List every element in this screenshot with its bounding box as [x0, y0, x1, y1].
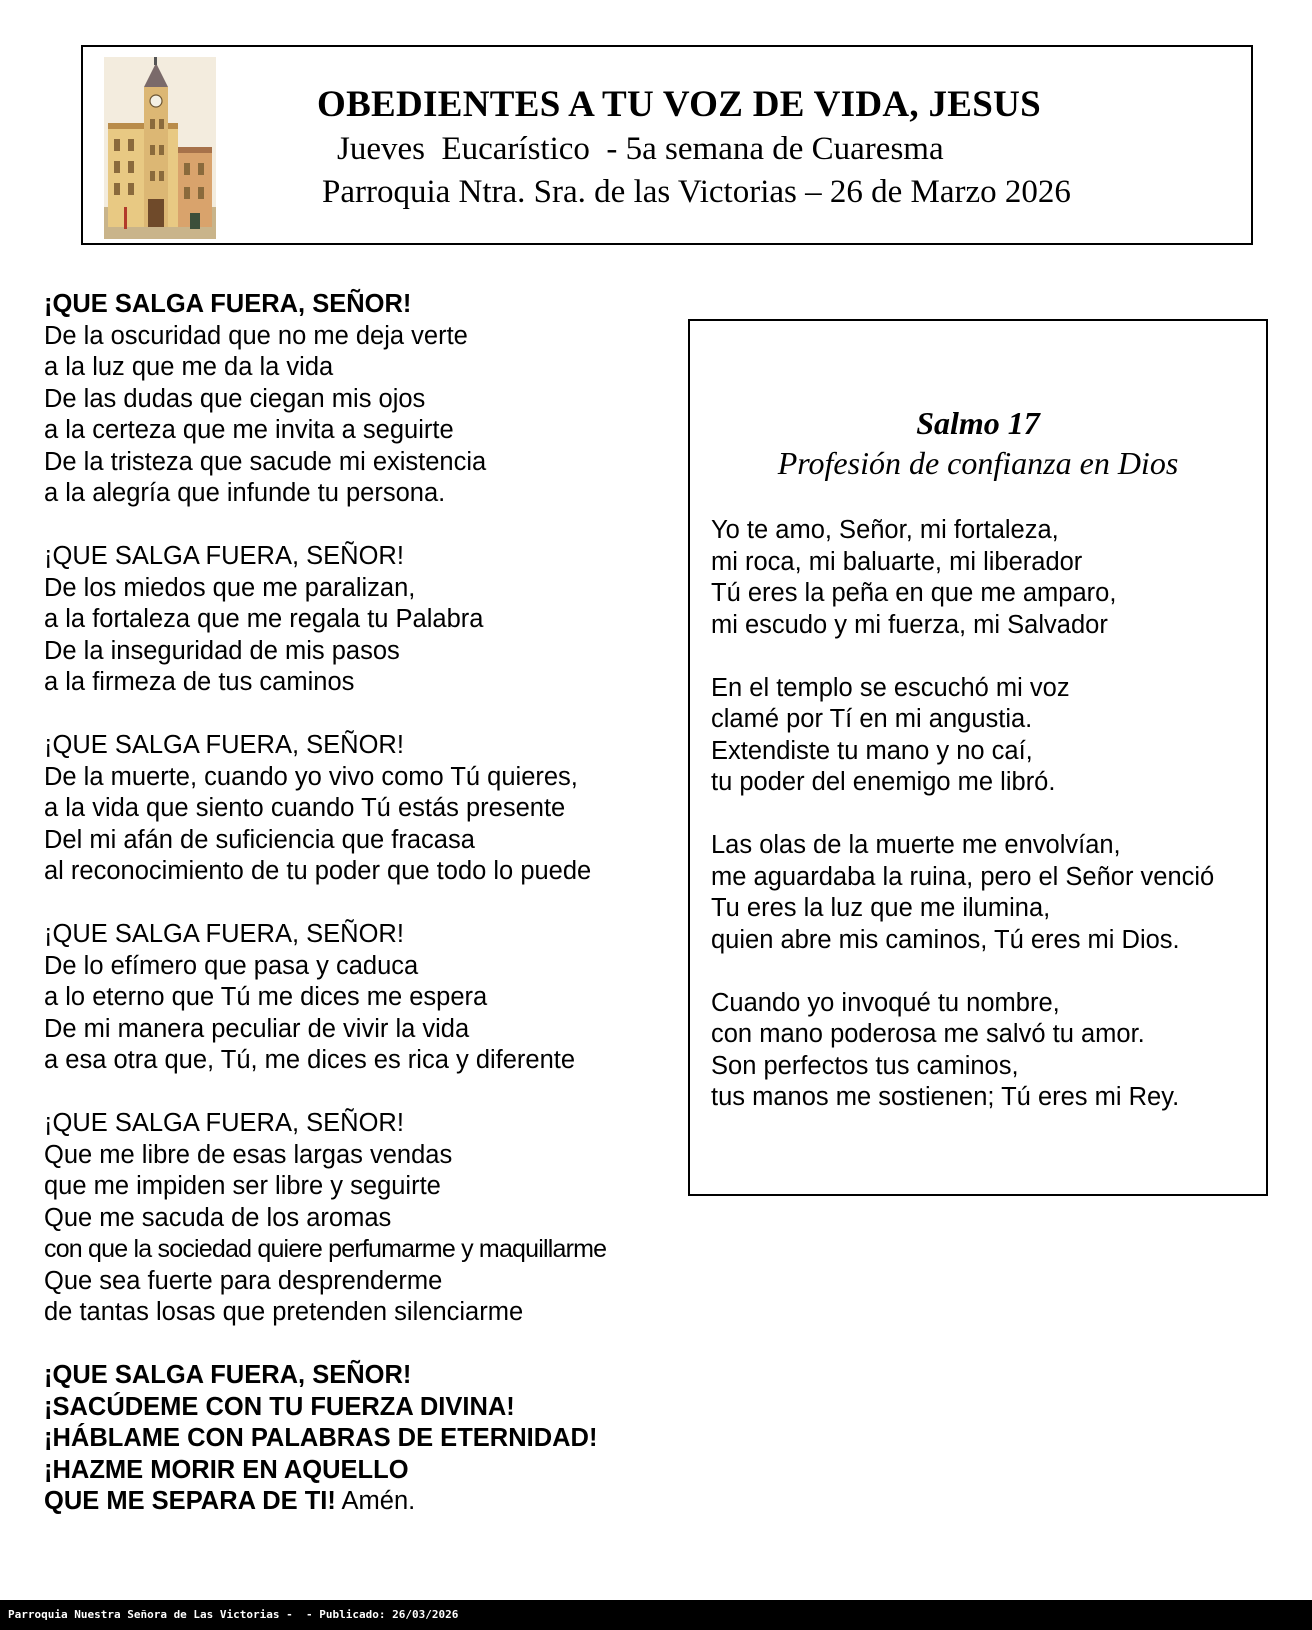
- poem-line: De los miedos que me paralizan,: [44, 573, 416, 602]
- poem-line: Que sea fuerte para desprenderme: [44, 1266, 443, 1295]
- psalm-line: tus manos me sostienen; Tú eres mi Rey.: [711, 1083, 1180, 1111]
- poem-line: a la luz que me da la vida: [44, 353, 334, 381]
- psalm-line: Son perfectos tus caminos,: [711, 1051, 1019, 1080]
- poem-line: a la fortaleza que me regala tu Palabra: [44, 605, 484, 633]
- psalm-line: Yo te amo, Señor, mi fortaleza,: [711, 516, 1059, 544]
- psalm-line: quien abre mis caminos, Tú eres mi Dios.: [711, 925, 1180, 954]
- psalm-line: Las olas de la muerte me envolvían,: [711, 831, 1121, 859]
- psalm-line: con mano poderosa me salvó tu amor.: [711, 1020, 1145, 1048]
- stanza-heading: ¡QUE SALGA FUERA, SEÑOR!: [44, 542, 404, 570]
- psalm-line: Extendiste tu mano y no caí,: [711, 736, 1033, 765]
- closing-line: ¡HÁBLAME CON PALABRAS DE ETERNIDAD!: [44, 1424, 598, 1452]
- psalm-line: me aguardaba la ruina, pero el Señor venció: [711, 862, 1215, 891]
- psalm-line: Cuando yo invoqué tu nombre,: [711, 988, 1060, 1017]
- poem-line: de tantas losas que pretenden silenciarme: [44, 1298, 524, 1326]
- amen-text: Amén.: [335, 1487, 416, 1515]
- psalm-subtitle: Profesión de confianza en Dios: [777, 445, 1179, 481]
- poem-line: al reconocimiento de tu poder que todo lo puede: [44, 857, 592, 885]
- stanza-heading: ¡QUE SALGA FUERA, SEÑOR!: [44, 1109, 404, 1137]
- poem: [44, 289, 684, 1518]
- footer-bar: Parroquia Nuestra Señora de Las Victorias - - Publicado: 26/03/2026: [0, 1600, 1312, 1630]
- poem-line: con que la sociedad quiere perfumarme y maquillarme: [44, 1235, 607, 1263]
- church-illustration: [104, 57, 216, 239]
- stanza-heading: ¡QUE SALGA FUERA, SEÑOR!: [44, 290, 412, 318]
- poem-line: De las dudas que ciegan mis ojos: [44, 384, 426, 413]
- stanza-heading: ¡QUE SALGA FUERA, SEÑOR!: [44, 920, 404, 948]
- poem-line: De la inseguridad de mis pasos: [44, 636, 400, 665]
- closing-line: [44, 1486, 684, 1518]
- closing-line: ¡QUE SALGA FUERA, SEÑOR!: [44, 1361, 412, 1389]
- poem-line: Que me sacuda de los aromas: [44, 1203, 392, 1232]
- psalm-line: Tu eres la luz que me ilumina,: [711, 894, 1051, 922]
- poem-line: a esa otra que, Tú, me dices es rica y diferente: [44, 1046, 576, 1074]
- header-box: [81, 45, 1253, 245]
- stanza-heading: ¡QUE SALGA FUERA, SEÑOR!: [44, 731, 404, 759]
- poem-line: a la firmeza de tus caminos: [44, 668, 355, 696]
- poem-line: a lo eterno que Tú me dices me espera: [44, 983, 488, 1011]
- psalm-title: Salmo 17: [916, 405, 1040, 441]
- poem-line: que me impiden ser libre y seguirte: [44, 1172, 441, 1200]
- closing-bold: QUE ME SEPARA DE TI!: [44, 1487, 336, 1515]
- closing-line: ¡HAZME MORIR EN AQUELLO: [44, 1455, 409, 1484]
- parish-date: Parroquia Ntra. Sra. de las Victorias – 26 de Marzo 2026: [322, 174, 1071, 210]
- psalm-line: En el templo se escuchó mi voz: [711, 673, 1070, 702]
- poem-line: De la oscuridad que no me deja verte: [44, 321, 468, 350]
- poem-line: a la vida que siento cuando Tú estás presente: [44, 794, 566, 822]
- poem-line: a la certeza que me invita a seguirte: [44, 416, 454, 444]
- psalm-line: mi escudo y mi fuerza, mi Salvador: [711, 610, 1108, 639]
- poem-line: Que me libre de esas largas vendas: [44, 1140, 453, 1169]
- poem-line: De la muerte, cuando yo vivo como Tú quieres,: [44, 762, 578, 791]
- page-subtitle: Jueves Eucarístico - 5a semana de Cuaresma: [337, 131, 944, 167]
- psalm-line: tu poder del enemigo me libró.: [711, 768, 1056, 796]
- poem-line: a la alegría que infunde tu persona.: [44, 479, 446, 507]
- psalm-box: [688, 319, 1268, 1196]
- poem-line: De mi manera peculiar de vivir la vida: [44, 1014, 470, 1043]
- poem-line: De la tristeza que sacude mi existencia: [44, 447, 487, 476]
- poem-line: De lo efímero que pasa y caduca: [44, 951, 419, 980]
- psalm-line: mi roca, mi baluarte, mi liberador: [711, 547, 1083, 576]
- page-title: OBEDIENTES A TU VOZ DE VIDA, JESUS: [317, 84, 1042, 125]
- poem-line: Del mi afán de suficiencia que fracasa: [44, 825, 475, 854]
- psalm-text: [711, 515, 1267, 1114]
- psalm-line: Tú eres la peña en que me amparo,: [711, 579, 1117, 607]
- closing-line: ¡SACÚDEME CON TU FUERZA DIVINA!: [44, 1392, 515, 1421]
- psalm-line: clamé por Tí en mi angustia.: [711, 705, 1033, 733]
